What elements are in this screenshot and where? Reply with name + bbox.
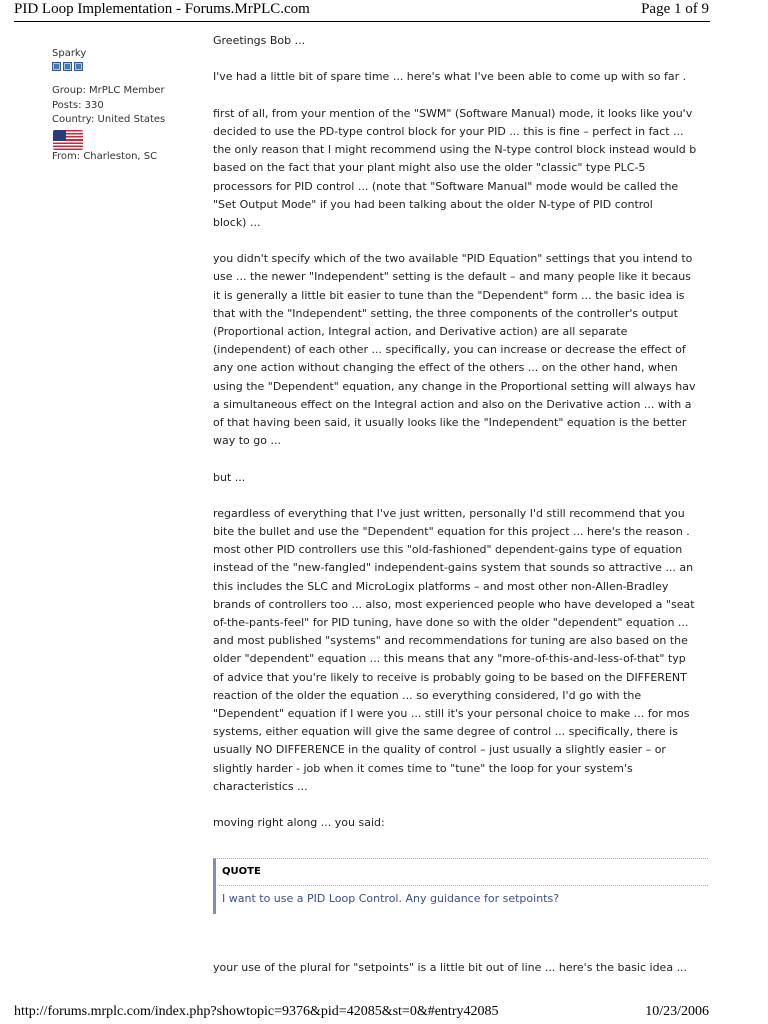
- post-line: characteristics ...: [213, 779, 308, 793]
- post-line: "Set Output Mode" if you had been talking about the older N-type of PID control: [213, 197, 653, 211]
- header-divider: [14, 21, 710, 22]
- footer-date: 10/23/2006: [645, 1004, 709, 1019]
- post-line: block) ...: [213, 215, 261, 229]
- post-line: Greetings Bob ...: [213, 34, 306, 47]
- author-country: Country: United States: [52, 114, 166, 125]
- post-line: usually NO DIFFERENCE in the quality of control – just usually a slightly easier – or: [213, 743, 666, 757]
- post-line: bite the bullet and use the "Dependent" equation for this project ... here's the reason .: [213, 525, 690, 539]
- quote-divider: [219, 885, 708, 886]
- paragraph-gap: [213, 796, 708, 814]
- page-number: Page 1 of 9: [641, 1, 709, 17]
- post-line: the only reason that I might recommend using the N-type control block instead would b: [213, 143, 697, 157]
- post-line: a simultaneous effect on the Integral action and also on the Derivative action ... with a: [213, 397, 692, 411]
- post-line: (independent) of each other ... specifically, you can increase or decrease the effect of: [213, 343, 686, 357]
- post-line: I've had a little bit of spare time ... here's what I've been able to come up with so far .: [213, 70, 687, 84]
- post-line: using the "Dependent" equation, any change in the Proportional setting will always hav: [213, 379, 696, 393]
- post-line: of that having been said, it usually looks like the "Independent" equation is the better: [213, 415, 687, 429]
- post-line: processors for PID control ... (note that "Software Manual" mode would be called the: [213, 179, 679, 193]
- paragraph-gap: [213, 232, 708, 250]
- post-line: "Dependent" equation if I were you ... still it's your personal choice to make ... for mos: [213, 706, 690, 720]
- post-line: reaction of the older the equation ... so everything considered, I'd go with the: [213, 688, 642, 702]
- quote-label: QUOTE: [222, 866, 261, 877]
- paragraph-gap: [213, 50, 708, 68]
- post-line: systems, either equation will give the same degree of control ... specifically, there is: [213, 725, 678, 739]
- paragraph-gap: [213, 487, 708, 505]
- post-line: any one action without changing the effect of the others ... on the other hand, when: [213, 361, 678, 375]
- rank-pip: [74, 62, 83, 71]
- post-line: moving right along ... you said:: [213, 816, 385, 830]
- author-panel: [52, 47, 202, 164]
- post-line: you didn't specify which of the two available "PID Equation" settings that you intend to: [213, 252, 693, 266]
- quote-block: [213, 858, 708, 914]
- rank-pips-icon: [52, 62, 202, 71]
- post-line: it is generally a little bit easier to tune than the "Dependent" form ... the basic idea is: [213, 288, 685, 302]
- post-line: way to go ...: [213, 434, 281, 448]
- us-flag-icon: [53, 130, 83, 150]
- post-line: use ... the newer "Independent" setting is the default – and many people like it becaus: [213, 270, 691, 284]
- post-line: of-the-pants-feel" for PID tuning, have done so with the older "dependent" equation ...: [213, 616, 689, 629]
- post-line: brands of controllers too ... also, most experienced people who have developed a "seat: [213, 597, 695, 611]
- author-group: Group: MrPLC Member: [52, 85, 165, 96]
- post-line: instead of the "new-fangled" independent-gains system that sounds so attractive ... an: [213, 561, 694, 575]
- post-line: based on the fact that your plant might also use the older "classic" type PLC-5: [213, 161, 646, 175]
- post-continuation: your use of the plural for "setpoints" is a little bit out of line ... here's the basic idea ...: [213, 961, 688, 974]
- rank-pip: [52, 62, 61, 71]
- author-name[interactable]: Sparky: [52, 48, 87, 59]
- post-line: regardless of everything that I've just written, personally I'd still recommend that you: [213, 506, 685, 520]
- footer-url[interactable]: http://forums.mrplc.com/index.php?showtopic=9376&pid=42085&st=0&#entry42085: [14, 1004, 499, 1019]
- paragraph-gap: [213, 450, 708, 468]
- post-line: decided to use the PD-type control block for your PID ... this is fine – perfect in fact ...: [213, 124, 684, 138]
- post-line: (Proportional action, Integral action, and Derivative action) are all separate: [213, 325, 628, 338]
- post-line: of advice that you're likely to receive is probably going to be based on the DIFFERENT: [213, 670, 687, 684]
- post-line: and most published "systems" and recommendations for tuning are also based on the: [213, 634, 688, 648]
- post-line: slightly harder - job when it comes time to "tune" the loop for your system's: [213, 761, 633, 775]
- post-line: this includes the SLC and MicroLogix platforms – and most other non-Allen-Bradley: [213, 579, 669, 593]
- post-line: that with the "Independent" setting, the three components of the controller's output: [213, 306, 678, 320]
- page-title: PID Loop Implementation - Forums.MrPLC.com: [14, 1, 310, 17]
- author-posts: Posts: 330: [52, 99, 104, 111]
- author-location: From: Charleston, SC: [52, 150, 158, 162]
- post-body: [213, 32, 708, 832]
- post-line: older "dependent" equation ... this means that any "more-of-this-and-less-of-that" typ: [213, 652, 686, 666]
- post-line: but ...: [213, 470, 246, 484]
- post-line: first of all, from your mention of the "SWM" (Software Manual) mode, it looks like you'v: [213, 106, 693, 120]
- rank-pip: [63, 62, 72, 71]
- paragraph-gap: [213, 87, 708, 105]
- quote-text: I want to use a PID Loop Control. Any guidance for setpoints?: [222, 892, 560, 905]
- post-line: most other PID controllers use this "old-fashioned" dependent-gains type of equation: [213, 543, 683, 557]
